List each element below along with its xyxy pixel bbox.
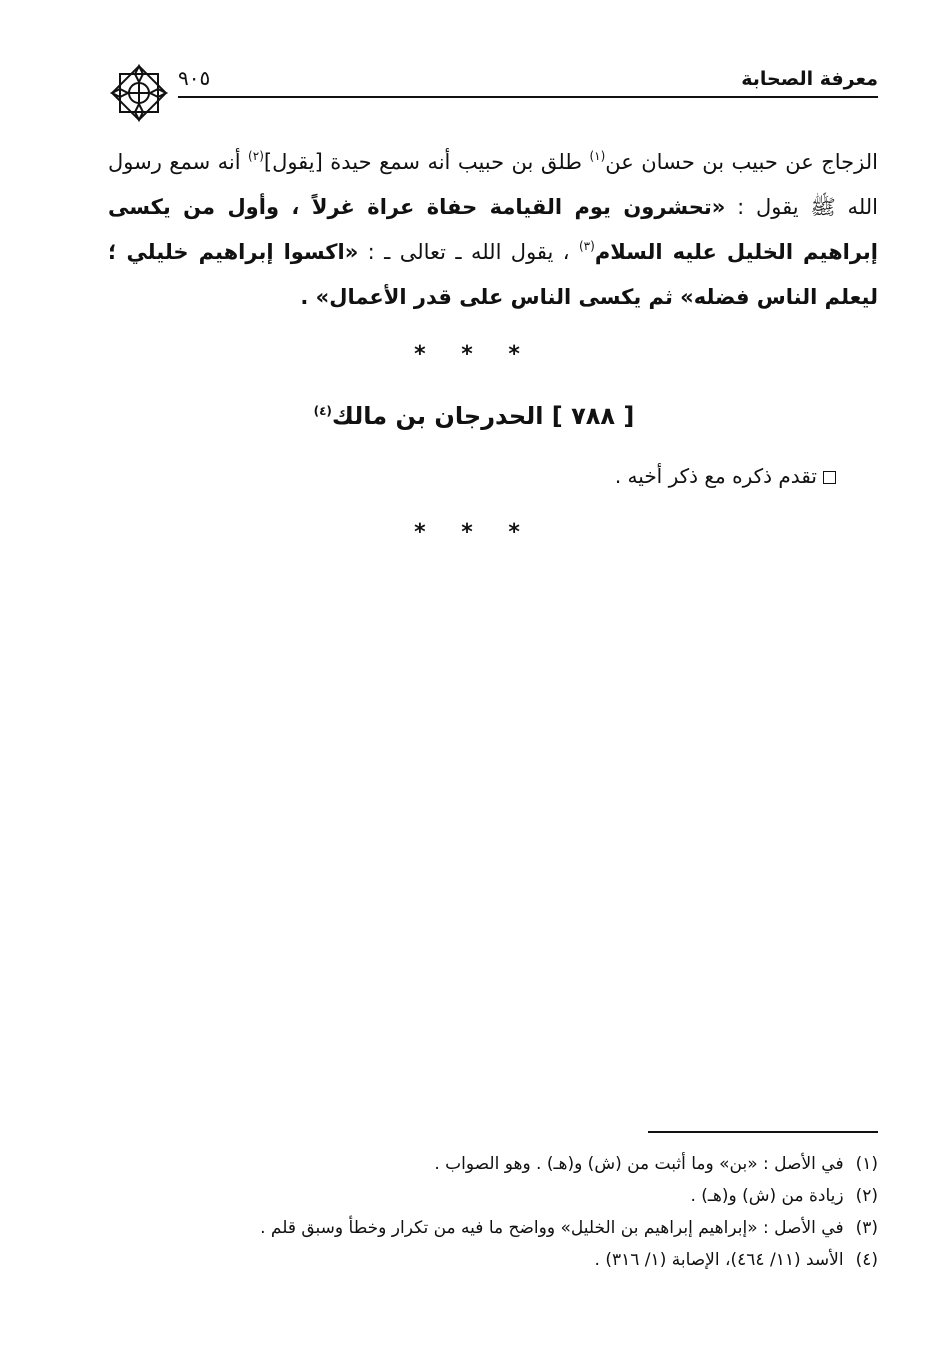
- ornament-icon: [108, 62, 170, 124]
- page-header: [108, 62, 878, 102]
- footnote-item: [138, 1212, 878, 1244]
- footnote-ref-2[interactable]: (٢): [248, 149, 264, 163]
- text-run: الزجاج عن حبيب بن حسان عن: [605, 150, 878, 174]
- footnotes: [138, 1148, 878, 1276]
- footnote-item: [138, 1148, 878, 1180]
- text-run: طلق بن حبيب أنه سمع حيدة [يقول]: [263, 150, 590, 174]
- footnote-text: في الأصل : «بن» وما أثبت من (ش) و(هـ) . وهو الصواب .: [434, 1154, 844, 1174]
- hadith-quote: «تحشرون يوم القيامة حفاة عراة غرلاً ، وأول من يكسى إبراهيم الخليل عليه السلام: [108, 195, 879, 264]
- text-run: ، يقول الله ـ تعالى ـ :: [358, 240, 579, 264]
- entry-note-text: تقدم ذكره مع ذكر أخيه .: [614, 464, 817, 488]
- footnote-rule: [648, 1131, 878, 1133]
- main-paragraph: [108, 140, 878, 320]
- footnote-text: زيادة من (ش) و(هـ) .: [690, 1186, 844, 1206]
- section-separator: * * *: [414, 520, 534, 545]
- entry-title: [ ٧٨٨ ] الحدرجان بن مالك: [331, 402, 635, 430]
- footnote-text: الأسد (١١/ ٤٦٤)، الإصابة (١/ ٣١٦) .: [594, 1250, 844, 1270]
- footnote-number: (١): [855, 1154, 878, 1174]
- footnote-number: (٤): [855, 1250, 878, 1270]
- entry-note: [615, 464, 836, 488]
- section-separator: * * *: [414, 342, 534, 367]
- footnote-ref-4[interactable]: (٤): [313, 404, 332, 418]
- footnote-text: في الأصل : «إبراهيم إبراهيم بن الخليل» وواضح ما فيه من تكرار وخطأ وسبق قلم .: [260, 1218, 844, 1238]
- footnote-item: [138, 1244, 878, 1276]
- footnote-ref-1[interactable]: (١): [589, 149, 606, 163]
- hadith-quote: «اكسوا إبراهيم خليلي ؛ ليعلم الناس فضله» ثم يكسى الناس على قدر الأعمال» .: [108, 240, 878, 309]
- running-title: معرفة الصحابة: [741, 68, 878, 90]
- footnote-number: (٢): [855, 1186, 878, 1206]
- footnote-number: (٣): [855, 1218, 878, 1238]
- entry-heading: [0, 402, 948, 430]
- page-number: ٩٠٥: [178, 66, 211, 90]
- text-run: أنه سمع رسول الله ﷺ يقول :: [108, 150, 878, 219]
- footnote-ref-3[interactable]: (٣): [578, 239, 595, 253]
- header-rule: [178, 96, 878, 98]
- footnote-item: [138, 1180, 878, 1212]
- square-bullet-icon: [823, 471, 836, 484]
